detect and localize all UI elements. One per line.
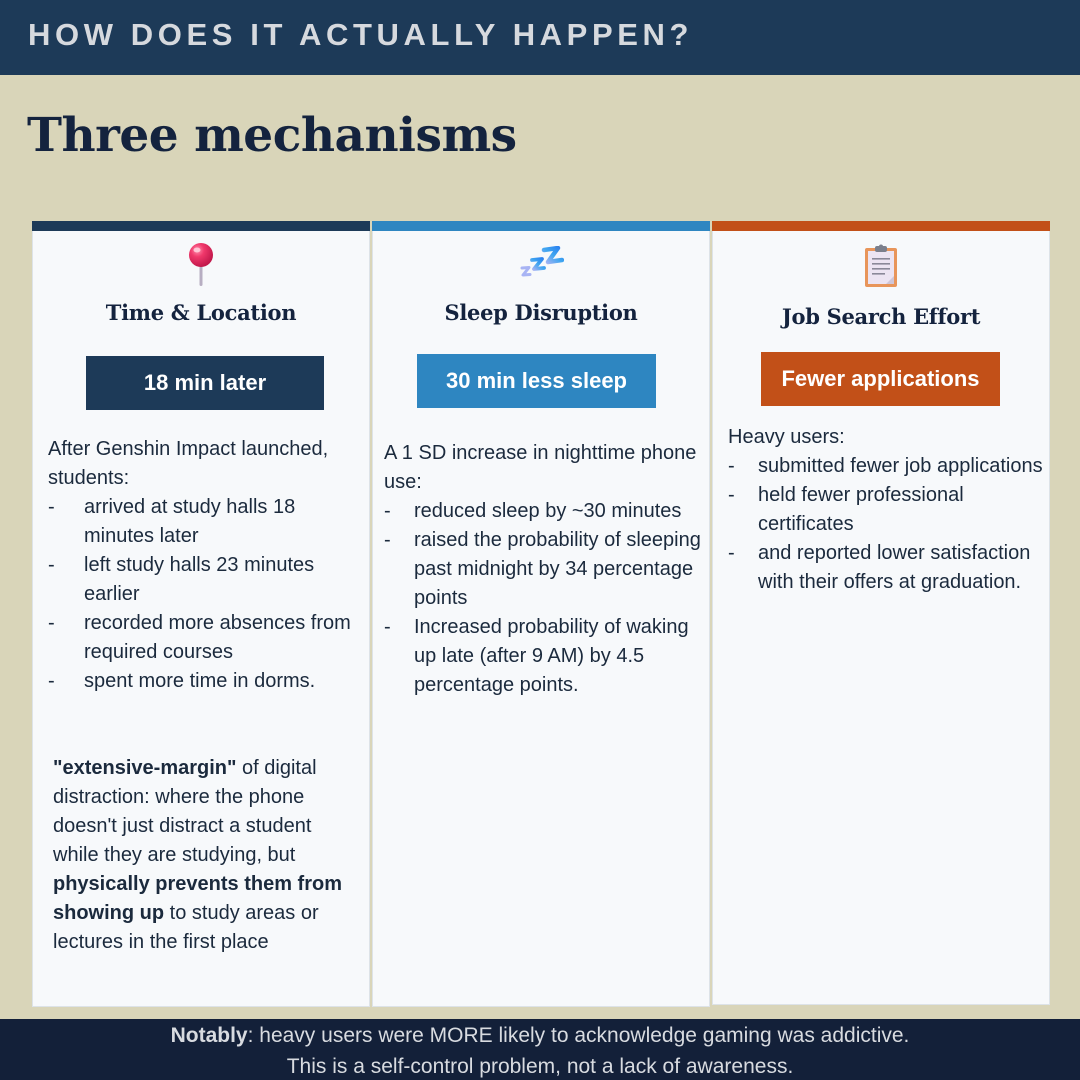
- list-item: - Increased probability of waking up late (after 9 AM) by 4.5 percentage points.: [384, 613, 704, 700]
- note-text: to study areas or lectures in the first place: [53, 902, 319, 953]
- card-intro: A 1 SD increase in nighttime phone use:: [384, 442, 697, 493]
- card-accent-bar: [372, 221, 710, 231]
- extensive-margin-note: [53, 754, 353, 957]
- list-item: - held fewer professional certificates: [728, 481, 1044, 539]
- list-item: - submitted fewer job applications: [728, 452, 1044, 481]
- footer-takeaway-bar: [0, 1019, 1080, 1080]
- footer-line-1: [0, 1020, 1080, 1051]
- bullet-list: [384, 497, 704, 700]
- list-item: - left study halls 23 minutes earlier: [48, 551, 366, 609]
- bullet-list: [728, 452, 1044, 597]
- card-title: Time & Location: [105, 300, 297, 325]
- footer-line-2: This is a self-control problem, not a lack of awareness.: [286, 1055, 794, 1078]
- card-intro: After Genshin Impact launched, students:: [48, 438, 329, 489]
- pushpin-icon: [33, 242, 369, 292]
- stat-badge: 18 min later: [86, 356, 324, 410]
- note-bold-emphasis: physically prevents them from showing up: [53, 873, 342, 924]
- list-item: - and reported lower satisfaction with their offers at graduation.: [728, 539, 1044, 597]
- card-title: Sleep Disruption: [444, 300, 638, 325]
- card-time-location: [32, 221, 370, 1007]
- card-sleep-disruption: [372, 221, 710, 1007]
- list-item: - raised the probability of sleeping past midnight by 34 percentage points: [384, 526, 704, 613]
- card-job-search-effort: [712, 221, 1050, 1005]
- list-item: - reduced sleep by ~30 minutes: [384, 497, 704, 526]
- bullet-list: [48, 493, 366, 696]
- card-intro: Heavy users:: [728, 426, 845, 448]
- stat-badge: Fewer applications: [761, 352, 1000, 406]
- list-item: - arrived at study halls 18 minutes later: [48, 493, 366, 551]
- note-text: of digital distraction: where the phone doesn't just distract a student while they are studying, but: [53, 757, 317, 866]
- clipboard-icon: [713, 244, 1049, 292]
- footer-bold-label: Notably: [170, 1024, 248, 1047]
- note-bold-term: "extensive-margin": [53, 757, 237, 779]
- card-body: [48, 435, 366, 696]
- card-body: [728, 423, 1044, 597]
- card-title: Job Search Effort: [781, 304, 981, 329]
- list-item: - recorded more absences from required courses: [48, 609, 366, 667]
- stat-badge: 30 min less sleep: [417, 354, 656, 408]
- card-accent-bar: [712, 221, 1050, 231]
- section-header-bar: [0, 0, 1080, 75]
- zzz-sleep-icon: [373, 246, 709, 284]
- section-kicker: HOW DOES IT ACTUALLY HAPPEN?: [28, 17, 694, 52]
- footer-text: : heavy users were MORE likely to acknowledge gaming was addictive.: [247, 1024, 910, 1047]
- page-title: Three mechanisms: [27, 108, 517, 163]
- list-item: - spent more time in dorms.: [48, 667, 366, 696]
- card-body: [384, 439, 704, 700]
- card-accent-bar: [32, 221, 370, 231]
